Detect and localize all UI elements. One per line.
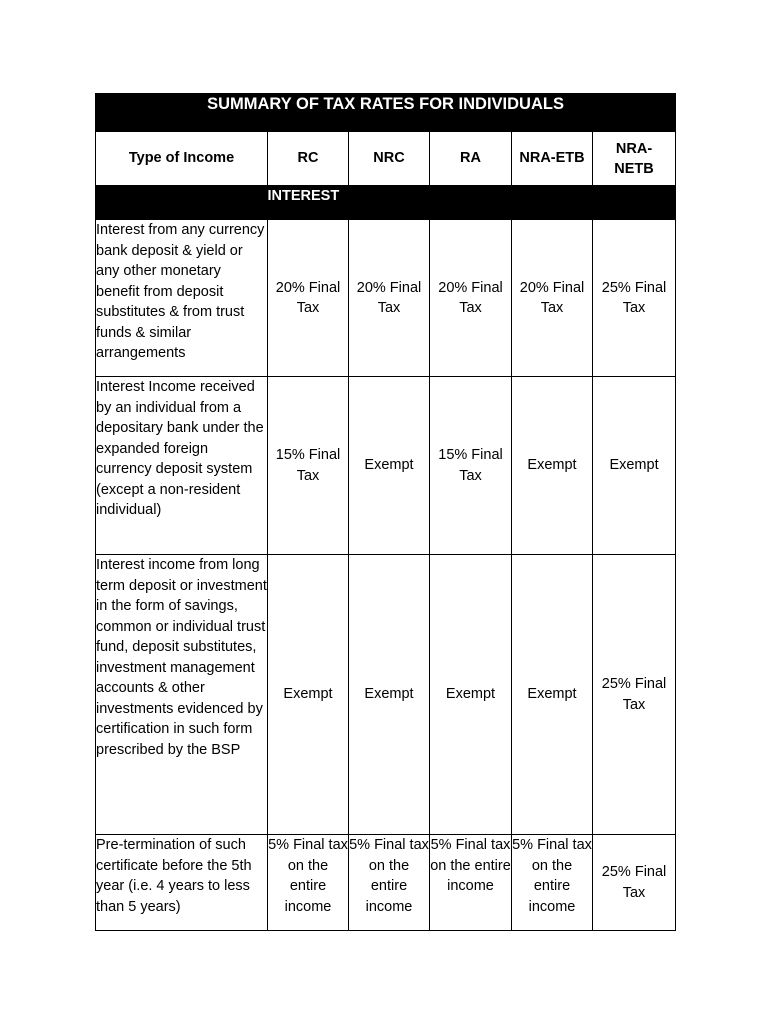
rate-cell-nra-etb: Exempt	[512, 377, 593, 555]
column-header-nra-netb: NRA- NETB	[593, 132, 676, 186]
rate-cell-rc: 20% Final Tax	[268, 220, 349, 377]
income-type-cell: Interest Income received by an individual from a depositary bank under the expanded foreign currency deposit system (except a non-resident individual)	[96, 377, 268, 555]
rate-cell-ra: Exempt	[430, 555, 512, 835]
rate-cell-ra: 5% Final tax on the entire income	[430, 835, 512, 931]
rate-cell-ra: 15% Final Tax	[430, 377, 512, 555]
rate-cell-nra-netb: Exempt	[593, 377, 676, 555]
rate-cell-ra: 20% Final Tax	[430, 220, 512, 377]
section-label: INTEREST	[268, 186, 676, 220]
table-header-row	[96, 132, 676, 186]
rate-cell-nra-etb: 20% Final Tax	[512, 220, 593, 377]
rate-cell-nra-netb: 25% Final Tax	[593, 220, 676, 377]
rate-cell-nrc: 20% Final Tax	[349, 220, 430, 377]
table-row	[96, 835, 676, 931]
rate-cell-rc: 5% Final tax on the entire income	[268, 835, 349, 931]
rate-cell-rc: Exempt	[268, 555, 349, 835]
rate-cell-nra-netb: 25% Final Tax	[593, 835, 676, 931]
column-header-type-of-income: Type of Income	[96, 132, 268, 186]
column-header-nrc: NRC	[349, 132, 430, 186]
rate-cell-nrc: 5% Final tax on the entire income	[349, 835, 430, 931]
column-header-nra-etb: NRA-ETB	[512, 132, 593, 186]
rate-cell-rc: 15% Final Tax	[268, 377, 349, 555]
income-type-cell: Interest income from long term deposit or investment in the form of savings, common or individual trust fund, deposit substitutes, investment management accounts & other investments evidenced by certification in such form prescribed by the BSP	[96, 555, 268, 835]
column-header-rc: RC	[268, 132, 349, 186]
income-type-cell: Pre-termination of such certificate before the 5th year (i.e. 4 years to less than 5 years)	[96, 835, 268, 931]
rate-cell-nra-netb: 25% Final Tax	[593, 555, 676, 835]
table-row	[96, 555, 676, 835]
table-row	[96, 220, 676, 377]
rate-cell-nrc: Exempt	[349, 377, 430, 555]
table-row	[96, 377, 676, 555]
rate-cell-nra-etb: Exempt	[512, 555, 593, 835]
section-spacer	[96, 186, 268, 220]
rate-cell-nra-etb: 5% Final tax on the entire income	[512, 835, 593, 931]
table-title-row	[96, 94, 676, 132]
income-type-cell: Interest from any currency bank deposit & yield or any other monetary benefit from deposit substitutes & from trust funds & similar arrangements	[96, 220, 268, 377]
section-row-interest	[96, 186, 676, 220]
tax-rates-table	[95, 93, 676, 931]
rate-cell-nrc: Exempt	[349, 555, 430, 835]
table-title: SUMMARY OF TAX RATES FOR INDIVIDUALS	[96, 94, 676, 132]
column-header-ra: RA	[430, 132, 512, 186]
